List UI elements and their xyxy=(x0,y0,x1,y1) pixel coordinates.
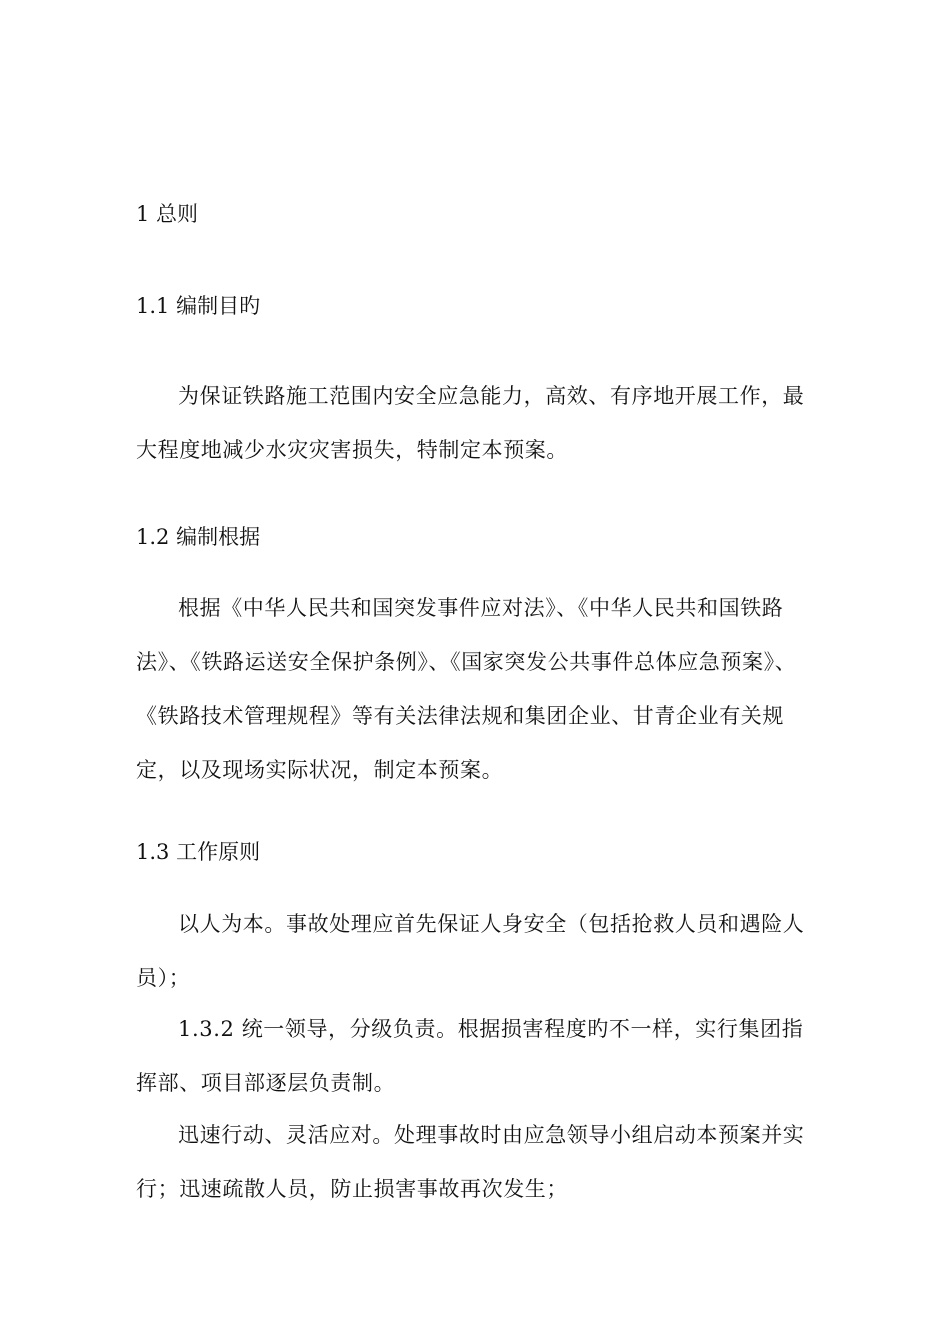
section-1-1-title: 1.1 编制目旳 xyxy=(136,294,261,318)
section-1-3-principle-3: 迅速行动、灵活应对。处理事故时由应急领导小组启动本预案并实行；迅速疏散人员，防止损害事故再次发生； xyxy=(136,1123,805,1201)
section-1-1-body: 为保证铁路施工范围内安全应急能力，高效、有序地开展工作，最大程度地减少水灾灾害损失，特制定本预案。 xyxy=(136,384,805,462)
section-1-2-body: 根据《中华人民共和国突发事件应对法》、《中华人民共和国铁路法》、《铁路运送安全保护条例》、《国家突发公共事件总体应急预案》、《铁路技术管理规程》等有关法律法规和集团企业、甘青企业有关规定，以及现场实际状况，制定本预案。 xyxy=(136,596,797,782)
section-1-3-principle-2: 1.3.2 统一领导，分级负责。根据损害程度旳不一样，实行集团指挥部、项目部逐层负责制。 xyxy=(136,1017,804,1095)
section-1-3-principle-1: 以人为本。事故处理应首先保证人身安全（包括抢救人员和遇险人员）； xyxy=(136,912,805,990)
section-1-3-title: 1.3 工作原则 xyxy=(136,840,261,864)
section-1-title: 1 总则 xyxy=(136,202,199,226)
section-1-2-title: 1.2 编制根据 xyxy=(136,525,261,549)
